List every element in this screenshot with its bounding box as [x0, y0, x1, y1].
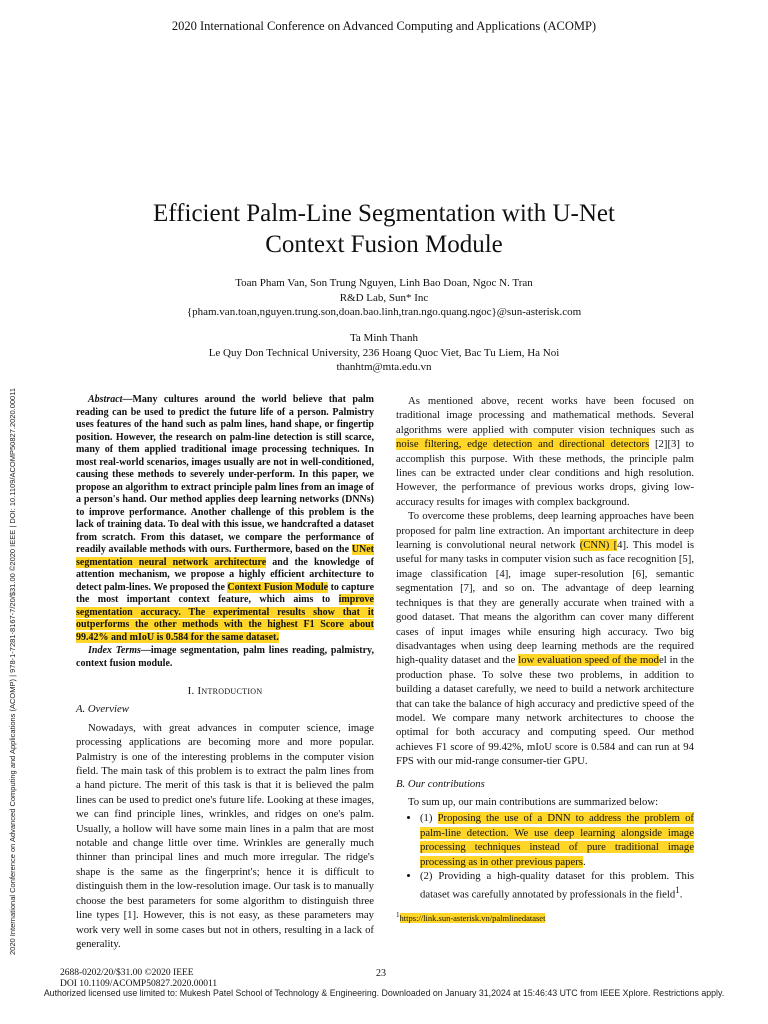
title-line-1: Efficient Palm-Line Segmentation with U-Net [153, 200, 615, 227]
highlight-cfm: Context Fusion Module [227, 581, 329, 593]
author-names: Toan Pham Van, Son Trung Nguyen, Linh Bao Doan, Ngoc N. Tran [235, 277, 533, 289]
author2-email: thanhtm@mta.edu.vn [336, 361, 432, 373]
section-heading-introduction: I. Introduction [187, 685, 263, 697]
left-column [76, 394, 374, 951]
title-line-2: Context Fusion Module [265, 231, 503, 258]
paper-title [60, 198, 708, 260]
highlight-noise-filtering: noise filtering, edge detection and directional detectors [396, 438, 650, 451]
footnote: $^1$https://link.sun-asterisk.vn/palmlinedataset [396, 911, 546, 924]
highlight-results: improve segmentation accuracy. The experimental results show that it outperforms the other methods with the highest F1 Score about 99.42% and mIoU is 0.584 for the same dataset. [76, 594, 374, 643]
subheading-overview: A. Overview [76, 703, 129, 716]
dataset-link[interactable]: https://link.sun-asterisk.vn/palmlinedataset [399, 913, 546, 924]
list-item: • (2) Providing a high-quality dataset for this problem. This dataset was carefully annotated by professionals in the field$^1$. [420, 869, 694, 902]
contributions-intro: To sum up, our main contributions are summarized below: [408, 795, 659, 808]
highlight-dnn: Proposing the use of a DNN to address the problem of palm-line detection. We use deep learning alongside image processing techniques instead of pure traditional image processing as in other previous papers [420, 812, 694, 868]
highlight-cnn: (CNN) [ [579, 539, 618, 552]
right-paragraph-1: As mentioned above, recent works have been focused on traditional image processing and mathematical methods. Several algorithms were applied with computer vision techniques such as noise filtering, edge detection and directional detectors [2][3] to accomplish this purpose. With these methods, the principle palm lines can be extracted under clear conditions and high resolution. However, the performance of previous works drops, giving low-accuracy results for images with complex background. [396, 395, 694, 508]
conference-header: 2020 International Conference on Advanced Computing and Applications (ACOMP) [171, 19, 597, 33]
subheading-contributions: B. Our contributions [396, 777, 485, 790]
author2-name: Ta Minh Thanh [349, 332, 419, 344]
author2-affiliation: Le Quy Don Technical University, 236 Hoang Quoc Viet, Bac Tu Liem, Ha Noi [208, 347, 560, 359]
list-item: • (1) Proposing the use of a DNN to address the problem of palm-line detection. We use deep learning alongside image processing techniques instead of pure traditional image processing as in other previous papers. [420, 811, 694, 869]
highlight-unet: UNet segmentation neural network architecture [76, 544, 374, 568]
sidebar-doi-text: 2020 International Conference on Advanced Computing and Applications (ACOMP) | 978-1-7281-8167-7/20/$31.00 ©2020 IEEE | DOI: 10.1109/ACOMP50827.2020.00011 [8, 387, 17, 955]
author-emails: {pham.van.toan,nguyen.trung.son,doan.bao.linh,tran.ngo.quang.ngoc}@sun-asterisk.com [186, 306, 582, 318]
abstract: Abstract—Many cultures around the world believe that palm reading can be used to predict the future life of a person. Palmistry uses features of the hand such as palm lines, hand shape, or fingertip position. However, the research on palm-line detection is still scarce, many of them applied traditional image processing techniques. In most real-world scenarios, images usually are not in well-conditioned, causing these methods to severely under-perform. In this paper, we propose an algorithm to extract principle palm lines from an image of a person's hand. Our method applies deep learning networks (DNNs) to improve performance. Another challenge of this problem is the lack of training data. To deal with this issue, we handcrafted a dataset from scratch. From this dataset, we compare the performance of readily available methods with ours. Furthermore, based on the UNet segmentation neural network architecture and the knowledge of attention mechanism, we propose a highly efficient architecture to detect palm-lines. We proposed the Context Fusion Module to capture the most important context feature, which aims to improve segmentation accuracy. The experimental results show that it outperforms the other methods with the highest F1 Score about 99.42% and mIoU is 0.584 for the same dataset. [76, 394, 375, 643]
page-number: 23 [376, 968, 386, 979]
license-notice: Authorized licensed use limited to: Mukesh Patel School of Technology & Engineering. Downloaded on January 31,2024 at 15:46:43 UTC from IEEE Xplore. Restrictions apply. [43, 988, 725, 998]
right-paragraph-2: To overcome these problems, deep learning approaches have been proposed for palm line extraction. An important architecture in deep learning is convolutional neural network (CNN) [4]. This model is useful for many tasks in computer vision such as face recognition [5], image classification [4], image super-resolution [6], semantic segmentation [7], and so on. The advantage of deep learning techniques is that they are generally accurate when trained with a good dataset. That means the algorithm can cover many different cases of input images while ensuring high accuracy. Two big disadvantages when using deep learning methods are the required high-quality dataset and the low evaluation speed of the model in the production phase. To solve these two problems, in addition to building a dataset carefully, we need to build a network architecture that can take the balance of high accuracy and predictive speed of the model. We compare many network architectures to choose the optimal for both accuracy and computing speed. Our method achieves F1 score of 99.42%, mIoU score is 0.584 and can run at 94 FPS with our mid-range consumer-tier GPU. [396, 510, 694, 768]
author-affiliation: R&D Lab, Sun* Inc [339, 292, 429, 304]
intro-paragraph: Nowadays, with great advances in computer science, image processing applications are becoming more and more popular. Palmistry is one of the interesting problems in the computer vision field. The main task of this problem is to extract the palm lines from a hand picture. The merit of this task is that it is believed the palm lines can be used to predict one's future life. Looking at these images, we can find principle lines, wrinkles, and ridges on one's palm. Usually, a hollow will have some main lines in a palm that are most notable and change little over time. Wrinkles are generally much thinner than principal lines and much more irregular. The ridge's shape is the same as the fingerprint's; hence it is difficult to distinguish them in the low-resolution image. Our task is to manually choose the best parameters for some algorithm to distinguish three line types [1]. However, this is not easy, as these parameters may work very well in some cases but not in others, resulting in a lack of generality. [76, 721, 374, 950]
highlight-low-speed: low evaluation speed of the mod [518, 654, 659, 667]
footer-issn-doi: 2688-0202/20/$31.00 ©2020 IEEE DOI 10.1109/ACOMP50827.2020.00011 [60, 968, 218, 989]
index-terms: Index Terms—image segmentation, palm lines reading, palmistry, context fusion module. [76, 645, 374, 669]
right-column [396, 394, 694, 924]
contributions-list [396, 811, 694, 902]
